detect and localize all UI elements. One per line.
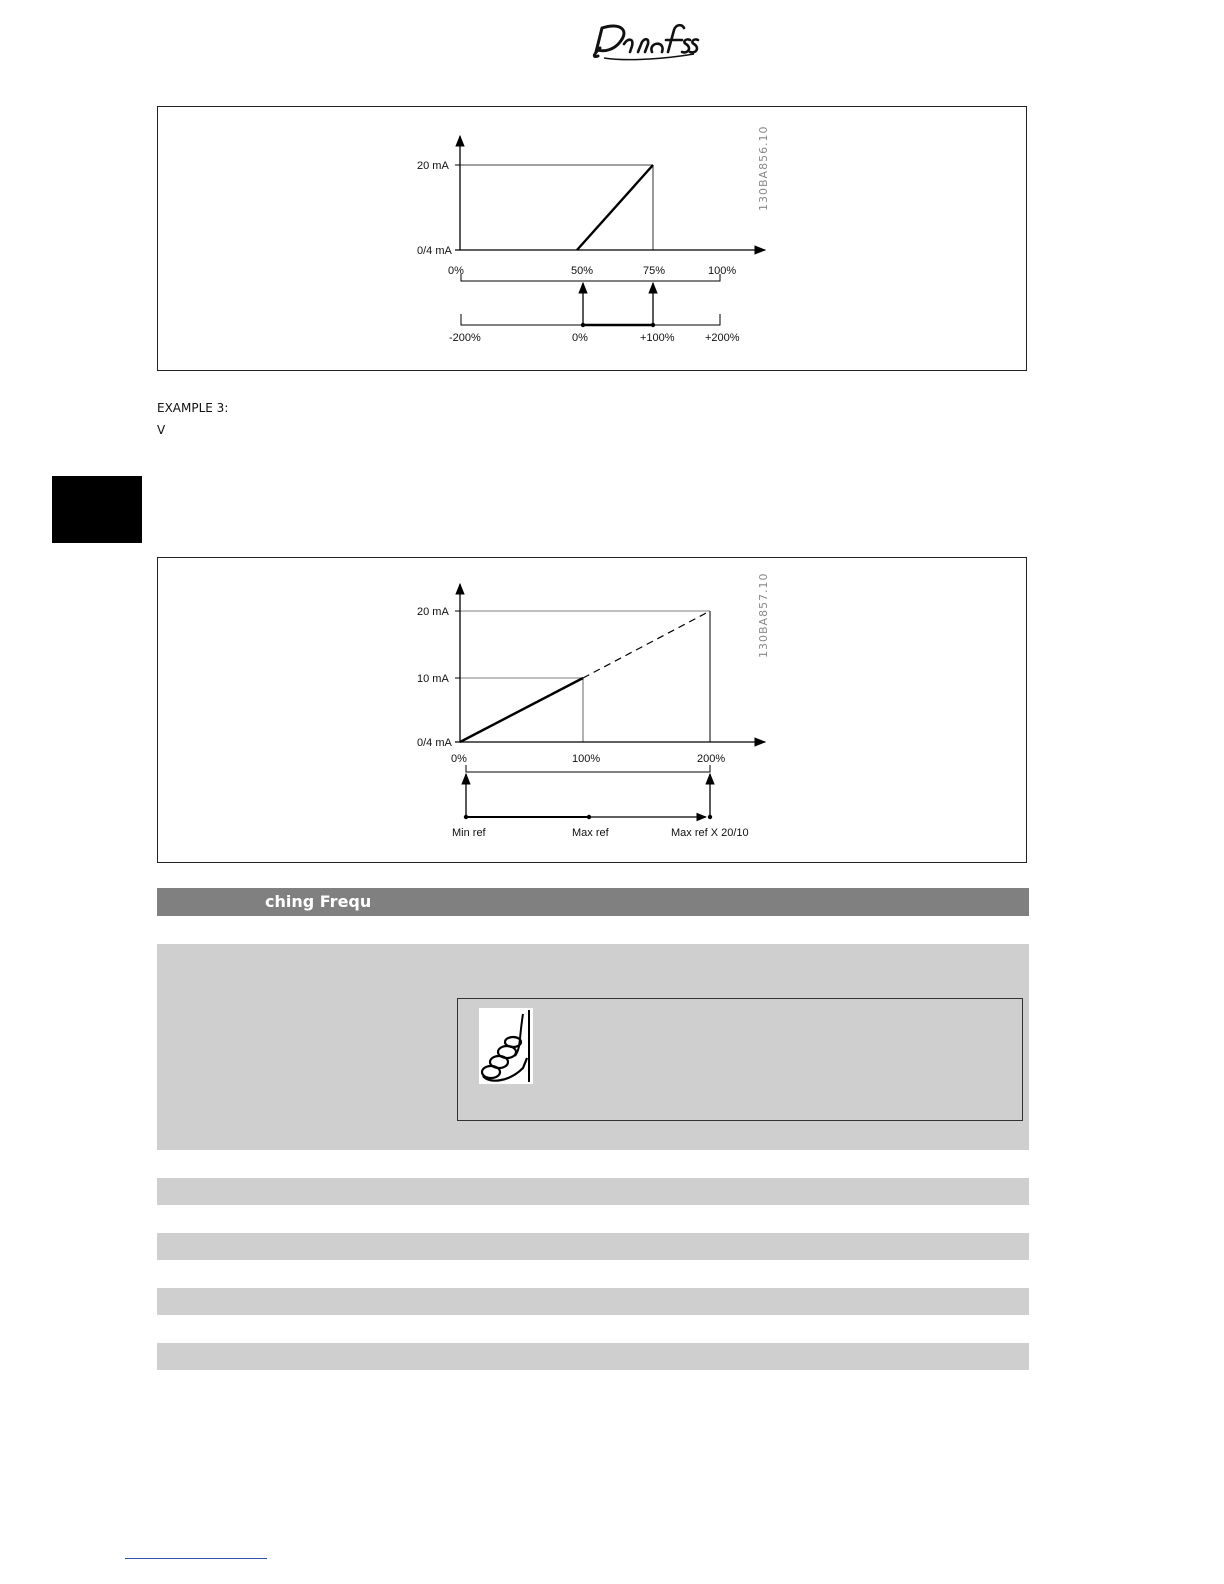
x-label-0pct: 0%	[448, 265, 464, 277]
scale-bracket	[466, 765, 710, 772]
ref-bracket	[461, 314, 720, 325]
ref-label-neg200: -200%	[449, 332, 481, 344]
figure-current-vs-reference-2	[157, 557, 1027, 863]
note-hand-icon	[479, 1008, 533, 1084]
ref-label-0pct: 0%	[572, 332, 588, 344]
ref-label-min: Min ref	[452, 827, 486, 839]
danfoss-logo	[590, 18, 700, 62]
signal-dashed-line	[583, 611, 710, 678]
x-label-75pct: 75%	[643, 265, 666, 277]
ref-dot-0pct	[581, 323, 585, 327]
ref-label-100pct: +100%	[640, 332, 675, 344]
option-row	[157, 1178, 1029, 1205]
figure-current-vs-reference-1	[157, 106, 1027, 371]
y-label-0-4ma: 0/4 mA	[417, 737, 452, 749]
ref-label-200pct: +200%	[705, 332, 740, 344]
y-label-20ma: 20 mA	[417, 606, 449, 618]
ref-dot-100pct	[651, 323, 655, 327]
ref-label-max-x2: Max ref X 20/10	[671, 827, 749, 839]
ref-label-max: Max ref	[572, 827, 609, 839]
y-label-20ma: 20 mA	[417, 160, 449, 172]
parameter-title: ching Frequ	[265, 892, 372, 911]
ref-dot-max	[587, 815, 591, 819]
figure-id: 130BA857.10	[757, 572, 770, 658]
ref-dot-min	[464, 815, 468, 819]
example-title: EXAMPLE 3:	[157, 401, 229, 415]
signal-solid-line	[460, 678, 583, 742]
option-row	[157, 1233, 1029, 1260]
option-row	[157, 1288, 1029, 1315]
chapter-tab	[52, 476, 142, 543]
signal-line	[577, 165, 653, 250]
example-line: V	[157, 423, 166, 437]
x-label-50pct: 50%	[571, 265, 594, 277]
option-row	[157, 1343, 1029, 1370]
parameter-header	[157, 888, 1029, 916]
y-label-10ma: 10 mA	[417, 673, 449, 685]
note-box	[457, 998, 1023, 1121]
x-label-100pct: 100%	[708, 265, 737, 277]
x-label-0pct: 0%	[451, 753, 467, 765]
figure-id: 130BA856.10	[757, 125, 770, 211]
y-label-0-4ma: 0/4 mA	[417, 245, 452, 257]
x-label-200pct: 200%	[697, 753, 726, 765]
ref-dot-max-x2	[708, 815, 712, 819]
x-label-100pct: 100%	[572, 753, 601, 765]
footer-link-underline	[125, 1558, 267, 1559]
